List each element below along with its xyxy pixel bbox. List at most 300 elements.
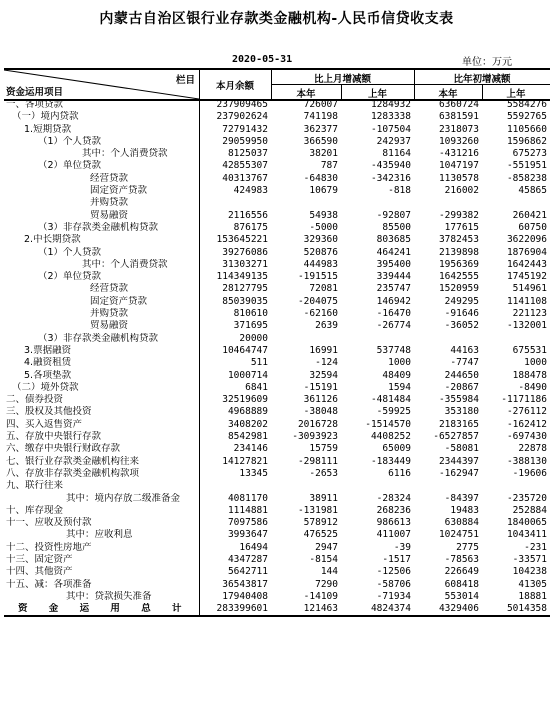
row-value: 85039035 [222, 295, 268, 307]
row-value: 4408252 [370, 431, 411, 443]
row-value: 1093260 [438, 135, 479, 147]
row-value: 177615 [444, 221, 479, 233]
row-value: 22878 [518, 443, 547, 455]
row-value: 260421 [512, 209, 547, 221]
row-value: 16991 [309, 344, 338, 356]
row-value: 60750 [518, 221, 547, 233]
table-row [4, 320, 550, 332]
table-row [4, 111, 550, 123]
row-value: 444983 [303, 258, 338, 270]
row-value: 514961 [512, 283, 547, 295]
table-row [4, 271, 550, 283]
row-value: -132001 [506, 320, 547, 332]
row-value: 1594 [388, 381, 411, 393]
row-value: -1171186 [501, 394, 547, 406]
row-label: 七、银行业存款类金融机构往来 [4, 456, 199, 468]
row-value: 242937 [376, 135, 411, 147]
row-value: 1105660 [506, 123, 547, 135]
row-value: -91646 [444, 308, 479, 320]
header-ytd: 比年初增减额 [453, 74, 511, 85]
row-value [482, 480, 550, 492]
row-value: 188478 [512, 369, 547, 381]
header-corner-top: 栏目 [175, 75, 195, 86]
row-value: 6381591 [438, 111, 479, 123]
row-value: 1283338 [370, 111, 411, 123]
row-value: 4329406 [414, 603, 482, 616]
table-row [4, 173, 550, 185]
row-value: -39 [393, 541, 411, 553]
row-value: 511 [250, 357, 268, 369]
header-corner-bottom: 资金运用项目 [6, 87, 64, 98]
row-value: 268236 [376, 504, 411, 516]
row-label: 5.各项垫款 [4, 370, 199, 382]
row-value: -481484 [370, 394, 411, 406]
row-value: 2016728 [297, 418, 338, 430]
row-value: 424983 [233, 185, 268, 197]
row-value: -64830 [303, 172, 338, 184]
table-row [4, 603, 550, 616]
row-label: （1）个人贷款 [4, 247, 199, 259]
header-balance: 本月余额 [215, 81, 254, 92]
row-label: 其中：个人消费贷款 [4, 148, 199, 160]
row-value: -12506 [376, 566, 411, 578]
row-value [271, 197, 341, 209]
row-value: -1514570 [365, 418, 411, 430]
row-label: 十一、应收及预付款 [4, 517, 199, 529]
row-value: -299382 [438, 209, 479, 221]
row-value [271, 333, 341, 345]
table-row [4, 382, 550, 394]
row-value: 235747 [376, 283, 411, 295]
row-value [341, 480, 414, 492]
row-value: -3093923 [292, 431, 338, 443]
table-row [4, 136, 550, 148]
row-label: 一、各项贷款 [4, 99, 199, 111]
row-value: 244650 [444, 369, 479, 381]
table-row [4, 480, 550, 492]
row-value [199, 480, 271, 492]
header-corner-cell [4, 70, 200, 99]
row-value: -2653 [309, 467, 338, 479]
row-value: 2344397 [438, 455, 479, 467]
row-value: 362377 [303, 123, 338, 135]
row-value: 237902624 [216, 111, 268, 123]
row-label: 其中：境内存放二级准备金 [4, 493, 199, 505]
row-value: 3782453 [438, 234, 479, 246]
row-value: -84397 [444, 492, 479, 504]
row-value: 1840065 [506, 517, 547, 529]
table-row [4, 505, 550, 517]
row-value: 104238 [512, 566, 547, 578]
row-value: -62160 [303, 308, 338, 320]
table-row [4, 148, 550, 160]
row-label: （二）境外贷款 [4, 382, 199, 394]
row-value: 249295 [444, 295, 479, 307]
table-row [4, 333, 550, 345]
row-label: 经营贷款 [4, 283, 199, 295]
row-value: 6841 [245, 381, 268, 393]
row-value: 237909465 [216, 99, 268, 110]
row-value: 39276086 [222, 246, 268, 258]
row-value: 329360 [303, 234, 338, 246]
row-value: 810610 [233, 308, 268, 320]
row-value: 252884 [512, 504, 547, 516]
row-value: 578912 [303, 517, 338, 529]
row-value: 216002 [444, 185, 479, 197]
header-mom: 比上月增减额 [313, 74, 371, 85]
row-value: 1642555 [438, 271, 479, 283]
row-value: -5000 [309, 221, 338, 233]
row-value [341, 333, 414, 345]
row-value: 2775 [456, 541, 479, 553]
row-value: -71934 [376, 590, 411, 602]
row-value: 361126 [303, 394, 338, 406]
row-value: 608418 [444, 578, 479, 590]
row-value: 4081170 [227, 492, 268, 504]
row-label: 十二、投资性房地产 [4, 542, 199, 554]
row-value: 1130578 [438, 172, 479, 184]
row-value: -8154 [309, 553, 338, 565]
row-value: 8125037 [227, 148, 268, 160]
row-value: 464241 [376, 246, 411, 258]
report-date: 2020-05-31 [232, 54, 293, 65]
row-value: -36052 [444, 320, 479, 332]
table-row [4, 419, 550, 431]
table-row [4, 185, 550, 197]
row-value: 32594 [309, 369, 338, 381]
row-value: 18881 [518, 590, 547, 602]
row-value: -818 [388, 185, 411, 197]
row-label: 四、买入返售资产 [4, 419, 199, 431]
row-value: 4968889 [227, 406, 268, 418]
row-label: 贸易融资 [4, 320, 199, 332]
row-value: 121463 [271, 603, 341, 616]
row-label: 并购贷款 [4, 308, 199, 320]
row-value: -388130 [506, 455, 547, 467]
row-value: 10464747 [222, 344, 268, 356]
row-value: 5642711 [227, 566, 268, 578]
row-value: -8490 [518, 381, 547, 393]
table-row [4, 566, 550, 578]
row-value: 283399601 [199, 603, 271, 616]
row-label: 贸易融资 [4, 210, 199, 222]
table-row [4, 210, 550, 222]
row-value: 38201 [309, 148, 338, 160]
row-value: 411007 [376, 529, 411, 541]
row-value: -58706 [376, 578, 411, 590]
row-value: 114349135 [216, 271, 268, 283]
row-value: 5014358 [482, 603, 550, 616]
row-value: -191515 [297, 271, 338, 283]
row-label: 经营贷款 [4, 173, 199, 185]
row-value: 2139898 [438, 246, 479, 258]
row-value: 234146 [233, 443, 268, 455]
row-value: 6360724 [438, 99, 479, 110]
row-value [414, 480, 482, 492]
row-value: 65009 [382, 443, 411, 455]
row-value: -342316 [370, 172, 411, 184]
header-ytd-this-year: 本年 [438, 89, 458, 100]
row-value: -92807 [376, 209, 411, 221]
row-value: -435940 [370, 160, 411, 172]
row-value: 38911 [309, 492, 338, 504]
row-value: -355984 [438, 394, 479, 406]
row-value: 7097586 [227, 517, 268, 529]
row-value: 876175 [233, 221, 268, 233]
header-mom-this-year: 本年 [296, 89, 316, 100]
row-value: 17940408 [222, 590, 268, 602]
row-value: 675273 [512, 148, 547, 160]
row-value: 4824374 [341, 603, 414, 616]
row-label: 六、缴存中央银行财政存款 [4, 443, 199, 455]
table-row [4, 456, 550, 468]
row-label: （1）个人贷款 [4, 136, 199, 148]
table-row [4, 517, 550, 529]
row-label: 十三、固定资产 [4, 554, 199, 566]
unit-label: 单位：万元 [462, 57, 512, 68]
row-label: 固定资产贷款 [4, 185, 199, 197]
row-value: -58081 [444, 443, 479, 455]
row-value: -204075 [297, 295, 338, 307]
row-value: 371695 [233, 320, 268, 332]
row-label: 五、存放中央银行存款 [4, 431, 199, 443]
row-value [414, 197, 482, 209]
row-value: -19606 [512, 467, 547, 479]
row-value: -697430 [506, 431, 547, 443]
row-value [482, 197, 550, 209]
table-row [4, 493, 550, 505]
row-value: -15191 [303, 381, 338, 393]
data-table [4, 99, 550, 617]
table-row [4, 370, 550, 382]
row-value: 2947 [315, 541, 338, 553]
row-label: 十四、其他资产 [4, 566, 199, 578]
row-label: 九、联行往来 [4, 480, 199, 492]
row-value: 537748 [376, 344, 411, 356]
row-value: 14127821 [222, 455, 268, 467]
row-label: （一）境内贷款 [4, 111, 199, 123]
row-value: -26774 [376, 320, 411, 332]
row-value: 54938 [309, 209, 338, 221]
row-value: -1517 [382, 553, 411, 565]
row-value: 366590 [303, 135, 338, 147]
row-value: 520876 [303, 246, 338, 258]
row-value: 1000 [524, 357, 547, 369]
row-label: （3）非存款类金融机构贷款 [4, 333, 199, 345]
table-row [4, 259, 550, 271]
row-value: -431216 [438, 148, 479, 160]
table-row [4, 160, 550, 172]
row-value: 476525 [303, 529, 338, 541]
row-value: 3408202 [227, 418, 268, 430]
row-value: 10679 [309, 185, 338, 197]
table-row [4, 296, 550, 308]
row-value: 395400 [376, 258, 411, 270]
row-value: -7747 [450, 357, 479, 369]
row-value: 36543817 [222, 578, 268, 590]
row-value: 72791432 [222, 123, 268, 135]
row-value: -38048 [303, 406, 338, 418]
row-label: 其中：贷款损失准备 [4, 591, 199, 603]
row-value: 1000 [388, 357, 411, 369]
row-value: 1745192 [506, 271, 547, 283]
row-value: -276112 [506, 406, 547, 418]
row-value: 6116 [388, 467, 411, 479]
row-value: 741198 [303, 111, 338, 123]
row-label: 其中：应收利息 [4, 529, 199, 541]
row-value: 221123 [512, 308, 547, 320]
row-value: 146942 [376, 295, 411, 307]
report-title: 内蒙古自治区银行业存款类金融机构-人民币信贷收支表 [99, 11, 454, 27]
row-label: 固定资产贷款 [4, 296, 199, 308]
row-value: 1642443 [506, 258, 547, 270]
table-row [4, 554, 550, 566]
row-value [414, 333, 482, 345]
row-value: 1141108 [506, 295, 547, 307]
row-value: 72081 [309, 283, 338, 295]
table-row [4, 283, 550, 295]
row-value: 41305 [518, 578, 547, 590]
row-value: 40313767 [222, 172, 268, 184]
table-row [4, 197, 550, 209]
row-value: 81164 [382, 148, 411, 160]
table-row [4, 124, 550, 136]
table-row [4, 308, 550, 320]
row-value: 1956369 [438, 258, 479, 270]
row-value: 13345 [239, 467, 268, 479]
row-value: 29059950 [222, 135, 268, 147]
table-row [4, 431, 550, 443]
row-value: 1520959 [438, 283, 479, 295]
table-row [4, 345, 550, 357]
row-value: 353180 [444, 406, 479, 418]
row-value: 339444 [376, 271, 411, 283]
row-value: 803685 [376, 234, 411, 246]
row-value: 19483 [450, 504, 479, 516]
row-value: 787 [320, 160, 338, 172]
table-row [4, 247, 550, 259]
row-label: 二、债券投资 [4, 394, 199, 406]
row-label: 十五、减：各项准备 [4, 579, 199, 591]
row-value: 1284932 [370, 99, 411, 110]
row-label: 三、股权及其他投资 [4, 406, 199, 418]
row-value [341, 197, 414, 209]
table-row [4, 591, 550, 603]
row-value: 85500 [382, 221, 411, 233]
row-value: -235720 [506, 492, 547, 504]
row-value: -858238 [506, 172, 547, 184]
row-value: 226649 [444, 566, 479, 578]
row-value: 32519609 [222, 394, 268, 406]
table-row [4, 222, 550, 234]
row-value: 1047197 [438, 160, 479, 172]
row-label: 资 金 运 用 总 计 [4, 603, 199, 616]
row-value: 2183165 [438, 418, 479, 430]
header-mom-last-year: 上年 [367, 89, 387, 100]
row-value: 5584276 [506, 99, 547, 110]
row-value: 144 [320, 566, 338, 578]
row-label: 十、库存现金 [4, 505, 199, 517]
table-row [4, 234, 550, 246]
row-value: 553014 [444, 590, 479, 602]
table-row [4, 99, 550, 111]
row-value: 1043411 [506, 529, 547, 541]
table-row [4, 406, 550, 418]
table-row [4, 468, 550, 480]
table-row [4, 579, 550, 591]
table-row [4, 394, 550, 406]
row-label: 其中：个人消费贷款 [4, 259, 199, 271]
row-value: -124 [315, 357, 338, 369]
row-value: 2318073 [438, 123, 479, 135]
row-value: 2639 [315, 320, 338, 332]
row-value: 4347287 [227, 553, 268, 565]
row-value: 44163 [450, 344, 479, 356]
row-value: -298111 [297, 455, 338, 467]
row-value: 986613 [376, 517, 411, 529]
row-value: -28324 [376, 492, 411, 504]
row-value: 28127795 [222, 283, 268, 295]
row-value: 8542981 [227, 431, 268, 443]
row-value: 48409 [382, 369, 411, 381]
row-label: 并购贷款 [4, 197, 199, 209]
table-row [4, 542, 550, 554]
row-value: 7290 [315, 578, 338, 590]
row-value: 675531 [512, 344, 547, 356]
row-value: 45865 [518, 185, 547, 197]
row-value: 15759 [309, 443, 338, 455]
row-value: 630884 [444, 517, 479, 529]
row-value: -78563 [444, 553, 479, 565]
row-label: 2.中长期贷款 [4, 234, 199, 246]
table-row [4, 529, 550, 541]
table-row [4, 357, 550, 369]
row-value: -14109 [303, 590, 338, 602]
row-value: 2116556 [227, 209, 268, 221]
row-value: 20000 [239, 332, 268, 344]
row-label: 4.融资租赁 [4, 357, 199, 369]
row-label: 3.票据融资 [4, 345, 199, 357]
row-value: 1000714 [227, 369, 268, 381]
row-value: -551951 [506, 160, 547, 172]
row-value: -231 [524, 541, 547, 553]
row-value [199, 197, 271, 209]
row-value: -33571 [512, 553, 547, 565]
row-value: 153645221 [216, 234, 268, 246]
row-value: 1024751 [438, 529, 479, 541]
row-value: 42855307 [222, 160, 268, 172]
row-value: -59925 [376, 406, 411, 418]
row-value [482, 333, 550, 345]
row-label: （2）单位贷款 [4, 271, 199, 283]
row-value [271, 480, 341, 492]
row-value: -183449 [370, 455, 411, 467]
row-label: （3）非存款类金融机构贷款 [4, 222, 199, 234]
row-value: 31303271 [222, 258, 268, 270]
row-value: -20867 [444, 381, 479, 393]
row-value: 1876904 [506, 246, 547, 258]
row-value: -6527857 [433, 431, 479, 443]
row-value: 3993647 [227, 529, 268, 541]
row-value: 16494 [239, 541, 268, 553]
row-label: （2）单位贷款 [4, 160, 199, 172]
row-value: 5592765 [506, 111, 547, 123]
header-ytd-last-year: 上年 [506, 89, 526, 100]
row-value: -107504 [370, 123, 411, 135]
row-value: 726007 [303, 99, 338, 110]
table-header [4, 68, 550, 101]
row-value: 3622096 [506, 234, 547, 246]
